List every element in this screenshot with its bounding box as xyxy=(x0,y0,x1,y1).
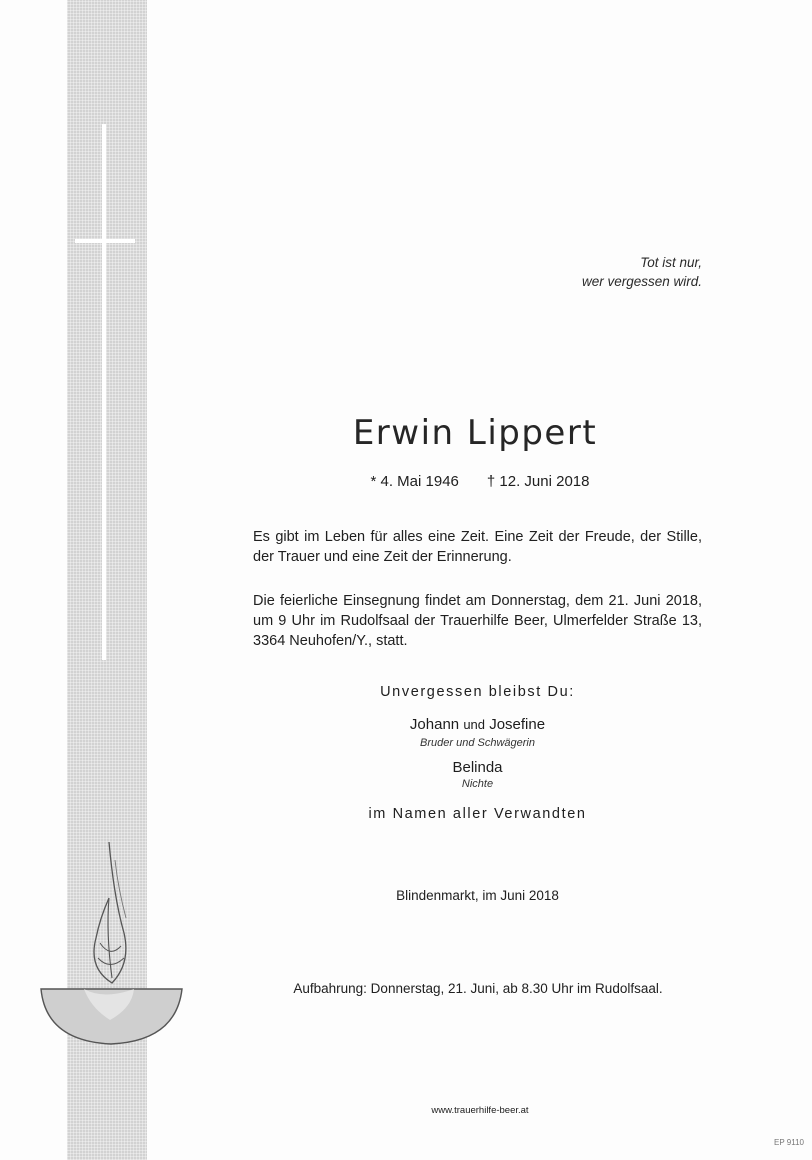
relative-second-name: Josefine xyxy=(489,716,546,733)
closing-line: im Namen aller Verwandten xyxy=(368,806,587,822)
motto-line-2: wer vergessen wird. xyxy=(581,274,702,289)
place-and-date: Blindenmarkt, im Juni 2018 xyxy=(396,888,559,903)
relative-role: Bruder und Schwägerin xyxy=(420,737,535,749)
death-date: † 12. Juni 2018 xyxy=(486,473,590,490)
deceased-name: Erwin Lippert xyxy=(352,413,598,453)
life-dates xyxy=(330,473,630,490)
website-url: www.trauerhilfe-beer.at xyxy=(431,1105,529,1116)
cross-icon xyxy=(102,124,106,660)
cross-icon-bar xyxy=(75,239,135,243)
relative-first-name: Johann xyxy=(409,716,460,733)
ceremony-paragraph: Die feierliche Einsegnung findet am Donnerstag, dem 21. Juni 2018, um 9 Uhr im Rudolfsaal der Trauerhilfe Beer, Ulmerfelder Straße 13, 3364 Neuhofen/Y., statt. xyxy=(253,593,702,649)
mourners-heading: Unvergessen bleibst Du: xyxy=(380,684,575,700)
motto-quote xyxy=(582,253,702,291)
birth-date: * 4. Mai 1946 xyxy=(370,473,459,490)
relative-name xyxy=(253,716,702,733)
form-code: EP 9110 xyxy=(774,1138,804,1147)
relative-joiner: und xyxy=(463,717,486,732)
relative-name: Belinda xyxy=(452,759,503,776)
oil-lamp-icon xyxy=(36,838,186,1050)
viewing-notice: Aufbahrung: Donnerstag, 21. Juni, ab 8.30 Uhr im Rudolfsaal. xyxy=(293,981,663,996)
relative-role: Nichte xyxy=(461,778,494,790)
motto-line-1: Tot ist nur, xyxy=(640,255,702,270)
intro-paragraph: Es gibt im Leben für alles eine Zeit. Eine Zeit der Freude, der Stille, der Trauer und eine Zeit der Erinnerung. xyxy=(253,529,702,565)
